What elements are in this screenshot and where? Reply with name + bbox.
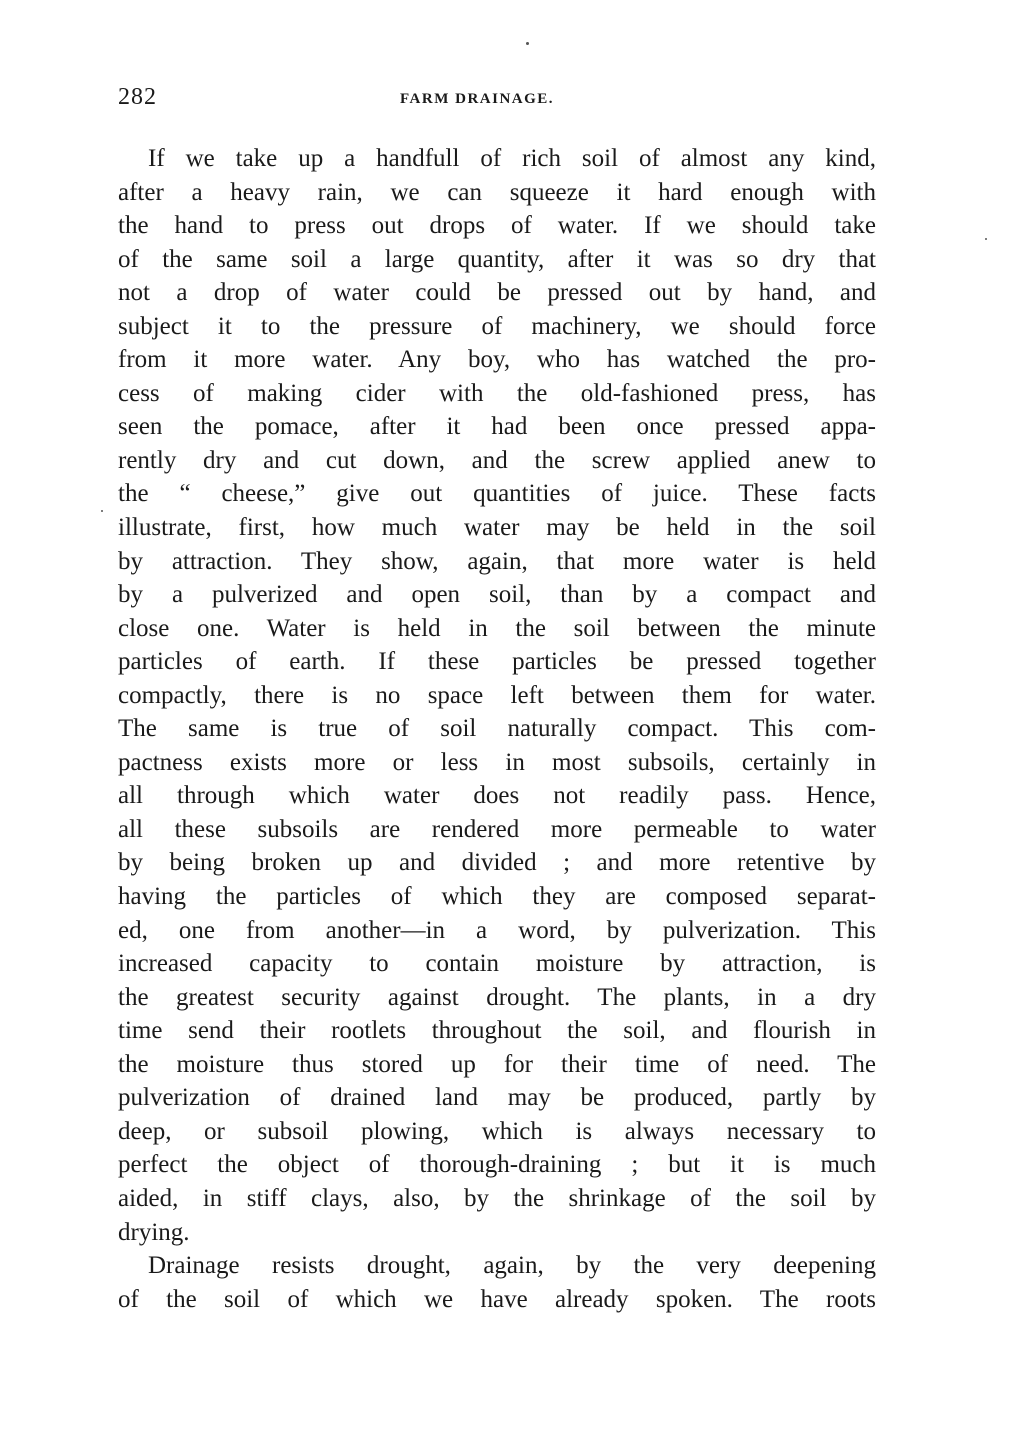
text-line: not a drop of water could be pressed out by hand, and [118,279,876,307]
text-line: increased capacity to contain moisture by attraction, is [118,950,876,978]
text-line: perfect the object of thorough-draining ; but it is much [118,1151,876,1179]
paragraph-1 [118,142,876,1249]
text-line: illustrate, first, how much water may be held in the soil [118,514,876,542]
text-line: by being broken up and divided ; and more retentive by [118,849,876,877]
text-line: seen the pomace, after it had been once pressed appa- [118,413,876,441]
text-line: of the same soil a large quantity, after it was so dry that [118,245,876,273]
text-line: rently dry and cut down, and the screw applied anew to [118,446,876,474]
text-line: of the soil of which we have already spoken. The roots [118,1285,876,1313]
text-line: subject it to the pressure of machinery, we should force [118,312,876,340]
text-line: Drainage resists drought, again, by the very deepening [148,1252,876,1280]
text-line: the hand to press out drops of water. If we should take [118,212,876,240]
text-line: close one. Water is held in the soil between the minute [118,614,876,642]
running-head [118,84,878,118]
text-line: aided, in stiff clays, also, by the shrinkage of the soil by [118,1184,876,1212]
text-line: by a pulverized and open soil, than by a compact and [118,581,876,609]
text-line: from it more water. Any boy, who has watched the pro- [118,346,876,374]
text-line: If we take up a handfull of rich soil of almost any kind, [148,145,876,172]
text-line: having the particles of which they are composed separat- [118,883,876,911]
text-line: all these subsoils are rendered more permeable to water [118,815,876,843]
text-line: pactness exists more or less in most subsoils, certainly in [118,748,876,776]
print-speck [985,238,987,240]
text-line: drying. [118,1218,190,1246]
running-title: FARM DRAINAGE. [400,91,555,107]
print-speck [526,42,529,45]
paragraph-2 [118,1249,876,1316]
page-number: 282 [118,84,157,110]
text-line: ed, one from another—in a word, by pulverization. This [118,916,876,944]
text-line: the greatest security against drought. The plants, in a dry [118,983,876,1011]
text-line: the moisture thus stored up for their time of need. The [118,1050,876,1078]
text-line: deep, or subsoil plowing, which is always necessary to [118,1117,876,1145]
text-line: compactly, there is no space left between them for water. [118,681,876,709]
text-line: after a heavy rain, we can squeeze it hard enough with [118,178,876,206]
text-line: the “ cheese,” give out quantities of juice. These facts [118,480,876,508]
text-line: by attraction. They show, again, that more water is held [118,547,876,575]
text-line: particles of earth. If these particles be pressed together [118,648,876,676]
text-line: pulverization of drained land may be produced, partly by [118,1084,876,1112]
print-speck [101,510,103,512]
text-line: all through which water does not readily pass. Hence, [118,782,876,810]
text-line: The same is true of soil naturally compact. This com- [118,715,876,743]
body-text [118,142,876,1316]
text-line: time send their rootlets throughout the soil, and flourish in [118,1017,876,1045]
text-line: cess of making cider with the old-fashioned press, has [118,379,876,407]
